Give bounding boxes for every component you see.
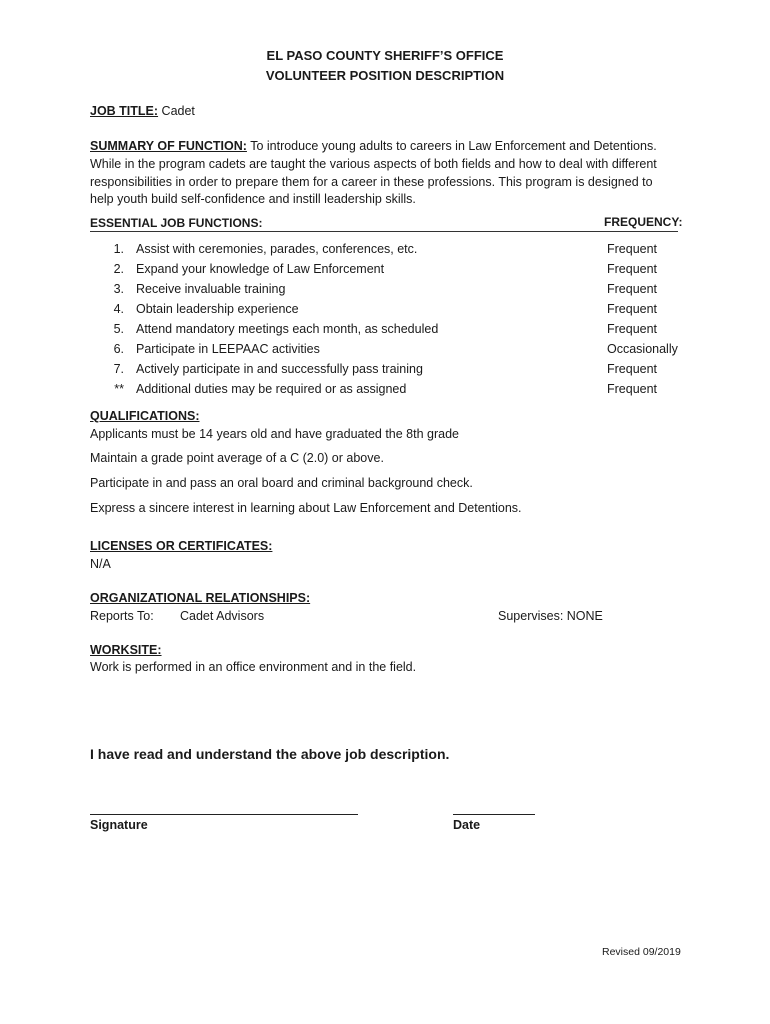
function-number: 6. (113, 342, 124, 356)
qualification-item: Express a sincere interest in learning about Law Enforcement and Detentions. (90, 501, 522, 515)
function-text: Participate in LEEPAAC activities (136, 342, 320, 356)
date-label: Date (453, 818, 481, 832)
function-number: ** (114, 382, 124, 396)
function-frequency: Frequent (607, 382, 658, 396)
function-item (90, 302, 690, 322)
supervises: Supervises: NONE (498, 609, 603, 623)
qualification-item: Maintain a grade point average of a C (2.0) or above. (90, 451, 384, 465)
function-text: Actively participate in and successfully pass training (136, 362, 423, 376)
function-frequency: Frequent (607, 302, 658, 316)
function-text: Assist with ceremonies, parades, conferences, etc. (136, 242, 418, 256)
functions-divider (90, 231, 678, 232)
summary-line-2: While in the program cadets are taught the various aspects of both fields and how to deal with different (90, 157, 657, 171)
signature-line[interactable] (90, 814, 358, 815)
job-title-label: JOB TITLE: (90, 104, 159, 118)
function-item (90, 282, 690, 302)
summary-line-3: responsibilities in order to prepare them for a career in these professions. This program is designed to (90, 175, 653, 189)
qualification-item: Participate in and pass an oral board and criminal background check. (90, 476, 473, 490)
function-number: 1. (113, 242, 124, 256)
job-title-value: Cadet (161, 104, 195, 118)
summary-text-1: To introduce young adults to careers in Law Enforcement and Detentions. (250, 139, 657, 153)
worksite-label: WORKSITE: (90, 643, 162, 657)
licenses-label: LICENSES OR CERTIFICATES: (90, 539, 273, 553)
revised-date: Revised 09/2019 (602, 946, 681, 958)
worksite-value: Work is performed in an office environment and in the field. (90, 660, 417, 674)
function-frequency: Frequent (607, 262, 658, 276)
function-number: 5. (113, 322, 124, 336)
date-line[interactable] (453, 814, 535, 815)
function-item (90, 262, 690, 282)
function-text: Obtain leadership experience (136, 302, 299, 316)
function-item (90, 342, 690, 362)
function-item (90, 362, 690, 382)
function-item (90, 242, 690, 262)
function-frequency: Frequent (607, 242, 658, 256)
function-text: Expand your knowledge of Law Enforcement (136, 262, 385, 276)
function-frequency: Frequent (607, 322, 658, 336)
header-line-1: EL PASO COUNTY SHERIFF’S OFFICE (266, 48, 504, 63)
signature-label: Signature (90, 818, 148, 832)
function-text: Receive invaluable training (136, 282, 286, 296)
qualification-item: Applicants must be 14 years old and have graduated the 8th grade (90, 427, 460, 441)
summary-label: SUMMARY OF FUNCTION: (90, 139, 247, 153)
function-number: 7. (113, 362, 124, 376)
reports-to-label: Reports To: (90, 609, 154, 623)
acknowledgement: I have read and understand the above job description. (90, 746, 450, 762)
frequency-label: FREQUENCY: (604, 215, 683, 229)
function-item (90, 382, 690, 402)
header-line-2: VOLUNTEER POSITION DESCRIPTION (265, 68, 505, 83)
reports-to-value: Cadet Advisors (180, 609, 265, 623)
function-number: 3. (113, 282, 124, 296)
summary-line-4: help youth build self-confidence and instill leadership skills. (90, 192, 416, 206)
job-title (90, 104, 195, 118)
function-text: Additional duties may be required or as assigned (136, 382, 407, 396)
function-frequency: Occasionally (607, 342, 678, 356)
function-item (90, 322, 690, 342)
functions-label: ESSENTIAL JOB FUNCTIONS: (90, 216, 263, 230)
function-frequency: Frequent (607, 362, 658, 376)
function-number: 4. (113, 302, 124, 316)
function-number: 2. (113, 262, 124, 276)
function-text: Attend mandatory meetings each month, as scheduled (136, 322, 439, 336)
relationships-label: ORGANIZATIONAL RELATIONSHIPS: (90, 591, 311, 605)
summary-line-1 (90, 139, 657, 153)
function-frequency: Frequent (607, 282, 658, 296)
qualifications-label: QUALIFICATIONS: (90, 409, 200, 423)
licenses-value: N/A (90, 557, 111, 571)
